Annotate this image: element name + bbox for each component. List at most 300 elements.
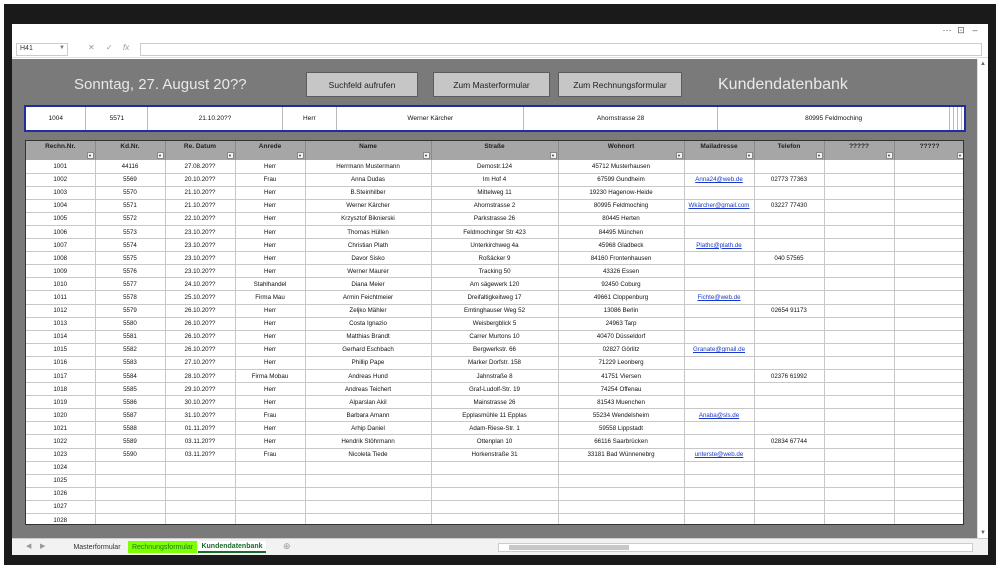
table-cell[interactable]: Costa Ignazio (305, 317, 431, 330)
table-cell[interactable] (824, 500, 894, 513)
table-cell[interactable]: 1021 (26, 422, 95, 435)
confirm-icon[interactable]: ✓ (106, 43, 113, 52)
mail-link-cell[interactable] (684, 225, 754, 238)
table-cell[interactable]: 5584 (95, 370, 165, 383)
table-cell[interactable]: 23.10.20?? (165, 239, 235, 252)
table-cell[interactable]: 1003 (26, 186, 95, 199)
table-cell[interactable] (235, 500, 305, 513)
table-cell[interactable] (558, 487, 684, 500)
table-cell[interactable]: Marker Dorfstr. 158 (431, 356, 558, 369)
table-cell[interactable] (754, 514, 824, 525)
mail-link-cell[interactable] (684, 461, 754, 474)
table-cell[interactable]: 5589 (95, 435, 165, 448)
table-cell[interactable]: 1022 (26, 435, 95, 448)
filter-dropdown-icon[interactable]: ▼ (551, 153, 555, 158)
table-cell[interactable]: 24963 Tarp (558, 317, 684, 330)
mail-link-cell[interactable]: Wkärcher@gmail.com (684, 199, 754, 212)
table-cell[interactable] (824, 199, 894, 212)
table-cell[interactable] (235, 474, 305, 487)
table-cell[interactable]: 02654 91173 (754, 304, 824, 317)
table-cell[interactable]: Unterkirchweg 4a (431, 239, 558, 252)
table-cell[interactable]: 1002 (26, 173, 95, 186)
table-cell[interactable] (824, 265, 894, 278)
tab-rechnungsformular[interactable]: Rechnungsformular (128, 541, 197, 553)
add-sheet-icon[interactable]: ⊕ (283, 541, 291, 551)
table-cell[interactable] (894, 186, 964, 199)
table-cell[interactable]: 5586 (95, 396, 165, 409)
table-cell[interactable]: 03.11.20?? (165, 435, 235, 448)
table-cell[interactable]: 040 57565 (754, 252, 824, 265)
table-cell[interactable] (754, 448, 824, 461)
table-cell[interactable]: Bergwerkstr. 66 (431, 343, 558, 356)
table-cell[interactable]: 1023 (26, 448, 95, 461)
table-cell[interactable] (754, 186, 824, 199)
table-cell[interactable]: 29.10.20?? (165, 383, 235, 396)
table-cell[interactable] (431, 487, 558, 500)
table-cell[interactable]: 5585 (95, 383, 165, 396)
table-cell[interactable] (894, 160, 964, 173)
cancel-icon[interactable]: ✕ (88, 43, 95, 52)
table-cell[interactable] (558, 474, 684, 487)
table-cell[interactable]: 01.11.20?? (165, 422, 235, 435)
table-cell[interactable]: 30.10.20?? (165, 396, 235, 409)
mail-link-cell[interactable] (684, 370, 754, 383)
table-cell[interactable] (894, 343, 964, 356)
table-cell[interactable]: 03.11.20?? (165, 448, 235, 461)
table-cell[interactable]: 5587 (95, 409, 165, 422)
table-cell[interactable]: Herr (235, 160, 305, 173)
table-cell[interactable] (305, 461, 431, 474)
table-cell[interactable]: 66116 Saarbrücken (558, 435, 684, 448)
table-cell[interactable]: 33181 Bad Wünnenebrg (558, 448, 684, 461)
table-cell[interactable]: 03227 77430 (754, 199, 824, 212)
table-cell[interactable] (95, 474, 165, 487)
table-cell[interactable]: Stahlhandel (235, 278, 305, 291)
more-options-icon[interactable]: ⋯ (942, 25, 952, 35)
table-cell[interactable] (894, 409, 964, 422)
table-cell[interactable]: 25.10.20?? (165, 291, 235, 304)
table-cell[interactable]: Herr (235, 304, 305, 317)
table-cell[interactable]: 5572 (95, 212, 165, 225)
table-cell[interactable] (235, 514, 305, 525)
search-cell[interactable]: Ahornstrasse 28 (524, 107, 718, 130)
table-cell[interactable]: 45712 Musterhausen (558, 160, 684, 173)
tab-prev-icon[interactable]: ◀ (26, 543, 32, 550)
table-cell[interactable]: Im Hof 4 (431, 173, 558, 186)
table-cell[interactable] (894, 396, 964, 409)
table-cell[interactable] (894, 278, 964, 291)
table-cell[interactable] (894, 474, 964, 487)
table-cell[interactable]: 1014 (26, 330, 95, 343)
table-cell[interactable]: Tracking 50 (431, 265, 558, 278)
minimize-icon[interactable]: – (972, 25, 978, 35)
table-cell[interactable]: Herr (235, 225, 305, 238)
mail-link-cell[interactable] (684, 422, 754, 435)
restore-icon[interactable]: ⊡ (957, 25, 965, 35)
tab-masterformular[interactable]: Masterformular (73, 543, 121, 551)
table-cell[interactable]: 5576 (95, 265, 165, 278)
mail-link-cell[interactable] (684, 278, 754, 291)
table-cell[interactable] (894, 500, 964, 513)
mail-link-cell[interactable] (684, 514, 754, 525)
table-cell[interactable] (754, 239, 824, 252)
table-cell[interactable]: Firma Mobau (235, 370, 305, 383)
table-cell[interactable] (894, 212, 964, 225)
table-cell[interactable]: 84495 München (558, 225, 684, 238)
table-cell[interactable]: 02827 Görlitz (558, 343, 684, 356)
table-cell[interactable]: Adam-Riese-Str. 1 (431, 422, 558, 435)
table-cell[interactable]: Herr (235, 422, 305, 435)
table-cell[interactable]: Barbara Amann (305, 409, 431, 422)
table-cell[interactable] (894, 514, 964, 525)
table-cell[interactable]: 5588 (95, 422, 165, 435)
table-cell[interactable]: Gerhard Eschbach (305, 343, 431, 356)
table-cell[interactable]: Frau (235, 409, 305, 422)
table-cell[interactable] (824, 487, 894, 500)
table-cell[interactable] (165, 461, 235, 474)
table-cell[interactable]: 20.10.20?? (165, 173, 235, 186)
table-cell[interactable] (754, 291, 824, 304)
table-cell[interactable] (824, 370, 894, 383)
mail-link-cell[interactable]: Fichte@web.de (684, 291, 754, 304)
table-cell[interactable] (824, 317, 894, 330)
table-cell[interactable]: Demostr.124 (431, 160, 558, 173)
table-cell[interactable] (894, 448, 964, 461)
table-cell[interactable]: Herr (235, 330, 305, 343)
table-cell[interactable]: Horkenstraße 31 (431, 448, 558, 461)
filter-dropdown-icon[interactable]: ▼ (424, 153, 428, 158)
table-cell[interactable] (558, 500, 684, 513)
table-cell[interactable]: 1018 (26, 383, 95, 396)
mail-link-cell[interactable]: unterste@web.de (684, 448, 754, 461)
table-cell[interactable]: 5570 (95, 186, 165, 199)
table-cell[interactable] (754, 474, 824, 487)
table-cell[interactable] (824, 186, 894, 199)
table-cell[interactable]: 40470 Düsseldorf (558, 330, 684, 343)
table-cell[interactable]: Weisbergblick 5 (431, 317, 558, 330)
table-cell[interactable]: 1016 (26, 356, 95, 369)
table-cell[interactable] (894, 487, 964, 500)
table-cell[interactable]: Firma Mau (235, 291, 305, 304)
table-cell[interactable]: Herr (235, 252, 305, 265)
table-cell[interactable] (824, 448, 894, 461)
table-cell[interactable]: Herr (235, 356, 305, 369)
table-cell[interactable]: 1008 (26, 252, 95, 265)
table-cell[interactable]: Ahornstrasse 2 (431, 199, 558, 212)
table-cell[interactable]: 5581 (95, 330, 165, 343)
table-cell[interactable]: Herr (235, 265, 305, 278)
table-cell[interactable]: 5590 (95, 448, 165, 461)
table-cell[interactable] (824, 383, 894, 396)
table-cell[interactable]: 67599 Gundheim (558, 173, 684, 186)
table-cell[interactable] (754, 317, 824, 330)
table-cell[interactable]: 1011 (26, 291, 95, 304)
table-cell[interactable]: 5574 (95, 239, 165, 252)
table-cell[interactable] (754, 422, 824, 435)
table-cell[interactable]: Matthias Brandt (305, 330, 431, 343)
table-cell[interactable]: 26.10.20?? (165, 304, 235, 317)
mail-link-cell[interactable] (684, 356, 754, 369)
table-cell[interactable]: 1026 (26, 487, 95, 500)
table-cell[interactable] (894, 199, 964, 212)
mail-link-cell[interactable] (684, 304, 754, 317)
mail-link-cell[interactable]: Anaba@sls.de (684, 409, 754, 422)
table-cell[interactable] (824, 409, 894, 422)
table-cell[interactable]: 21.10.20?? (165, 199, 235, 212)
table-cell[interactable]: Herrmann Mustermann (305, 160, 431, 173)
mail-link-cell[interactable]: Plathc@plath.de (684, 239, 754, 252)
table-cell[interactable]: 1028 (26, 514, 95, 525)
table-cell[interactable]: 5575 (95, 252, 165, 265)
table-cell[interactable] (754, 409, 824, 422)
mail-link-cell[interactable] (684, 212, 754, 225)
horizontal-scrollbar[interactable] (498, 543, 973, 552)
table-cell[interactable] (894, 422, 964, 435)
table-cell[interactable] (431, 461, 558, 474)
table-cell[interactable] (894, 461, 964, 474)
table-cell[interactable]: Herr (235, 199, 305, 212)
search-cell[interactable]: 5571 (86, 107, 148, 130)
table-cell[interactable]: 71229 Leonberg (558, 356, 684, 369)
table-cell[interactable] (754, 500, 824, 513)
filter-dropdown-icon[interactable]: ▼ (887, 153, 891, 158)
table-cell[interactable] (894, 330, 964, 343)
table-cell[interactable]: 1005 (26, 212, 95, 225)
formula-input[interactable] (140, 43, 982, 56)
table-cell[interactable]: 55234 Wendelsheim (558, 409, 684, 422)
table-cell[interactable]: 5583 (95, 356, 165, 369)
table-cell[interactable] (754, 356, 824, 369)
table-cell[interactable]: Davor Sisko (305, 252, 431, 265)
table-cell[interactable]: Alparslan Akil (305, 396, 431, 409)
table-cell[interactable]: Nicoleta Tiede (305, 448, 431, 461)
function-icon[interactable]: fx (123, 43, 130, 52)
table-cell[interactable]: 81543 Muenchen (558, 396, 684, 409)
table-cell[interactable]: 92450 Coburg (558, 278, 684, 291)
table-cell[interactable] (824, 461, 894, 474)
table-cell[interactable]: 80995 Feldmoching (558, 199, 684, 212)
search-cell[interactable]: Werner Kärcher (337, 107, 524, 130)
table-cell[interactable]: 1006 (26, 225, 95, 238)
table-cell[interactable]: 1010 (26, 278, 95, 291)
table-cell[interactable] (894, 239, 964, 252)
search-cell[interactable] (962, 107, 964, 130)
table-cell[interactable]: 23.10.20?? (165, 265, 235, 278)
mail-link-cell[interactable]: Granate@gmail.de (684, 343, 754, 356)
table-cell[interactable] (431, 474, 558, 487)
table-cell[interactable]: 23.10.20?? (165, 252, 235, 265)
table-cell[interactable]: 45968 Gladbeck (558, 239, 684, 252)
table-cell[interactable]: 21.10.20?? (165, 186, 235, 199)
table-cell[interactable]: Diana Meier (305, 278, 431, 291)
table-cell[interactable] (824, 435, 894, 448)
table-cell[interactable]: 1024 (26, 461, 95, 474)
table-cell[interactable] (824, 173, 894, 186)
table-cell[interactable]: Herr (235, 239, 305, 252)
table-cell[interactable] (824, 252, 894, 265)
table-cell[interactable]: 1020 (26, 409, 95, 422)
table-cell[interactable] (824, 225, 894, 238)
table-cell[interactable]: 1015 (26, 343, 95, 356)
table-cell[interactable]: 1001 (26, 160, 95, 173)
table-cell[interactable]: 28.10.20?? (165, 370, 235, 383)
table-cell[interactable]: Zeljko Mähler (305, 304, 431, 317)
table-cell[interactable]: 1009 (26, 265, 95, 278)
invoice-form-button[interactable]: Zum Rechnungsformular (558, 72, 682, 97)
table-cell[interactable]: 27.08.20?? (165, 160, 235, 173)
table-cell[interactable]: Armin Feichtmeier (305, 291, 431, 304)
table-cell[interactable]: Feldmochinger Str 423 (431, 225, 558, 238)
table-cell[interactable]: 1012 (26, 304, 95, 317)
table-cell[interactable] (235, 461, 305, 474)
table-cell[interactable] (754, 383, 824, 396)
filter-dropdown-icon[interactable]: ▼ (677, 153, 681, 158)
table-cell[interactable]: Herr (235, 212, 305, 225)
open-search-button[interactable]: Suchfeld aufrufen (306, 72, 418, 97)
table-cell[interactable] (894, 370, 964, 383)
vertical-scrollbar[interactable] (977, 59, 988, 538)
table-cell[interactable] (824, 278, 894, 291)
name-box[interactable] (16, 43, 68, 56)
filter-dropdown-icon[interactable]: ▼ (228, 153, 232, 158)
table-cell[interactable]: 5577 (95, 278, 165, 291)
table-cell[interactable]: Roßäcker 9 (431, 252, 558, 265)
table-cell[interactable]: Parkstrasse 26 (431, 212, 558, 225)
table-cell[interactable]: Werner Maurer (305, 265, 431, 278)
table-cell[interactable]: Dreifaltigkeitweg 17 (431, 291, 558, 304)
table-cell[interactable]: 26.10.20?? (165, 343, 235, 356)
table-cell[interactable]: 44116 (95, 160, 165, 173)
table-cell[interactable]: 1013 (26, 317, 95, 330)
table-cell[interactable]: 26.10.20?? (165, 317, 235, 330)
table-cell[interactable]: 1027 (26, 500, 95, 513)
filter-dropdown-icon[interactable]: ▼ (747, 153, 751, 158)
table-cell[interactable]: 5582 (95, 343, 165, 356)
table-cell[interactable]: 31.10.20?? (165, 409, 235, 422)
table-cell[interactable] (431, 500, 558, 513)
table-cell[interactable] (235, 487, 305, 500)
table-cell[interactable]: B.Steinhilber (305, 186, 431, 199)
table-cell[interactable] (824, 330, 894, 343)
search-cell[interactable]: 80995 Feldmoching (717, 107, 950, 130)
table-cell[interactable]: Andreas Hund (305, 370, 431, 383)
table-cell[interactable]: 26.10.20?? (165, 330, 235, 343)
filter-dropdown-icon[interactable]: ▼ (298, 153, 302, 158)
table-cell[interactable] (558, 461, 684, 474)
table-cell[interactable]: Herr (235, 317, 305, 330)
scroll-down-icon[interactable]: ▼ (980, 530, 986, 536)
table-cell[interactable]: 5569 (95, 173, 165, 186)
table-cell[interactable] (165, 487, 235, 500)
table-cell[interactable]: Thomas Hüllen (305, 225, 431, 238)
table-cell[interactable] (754, 278, 824, 291)
table-cell[interactable]: Carrer Murtons 10 (431, 330, 558, 343)
table-cell[interactable] (824, 356, 894, 369)
table-cell[interactable]: Am sägewerk 120 (431, 278, 558, 291)
table-cell[interactable] (165, 500, 235, 513)
mail-link-cell[interactable] (684, 487, 754, 500)
table-cell[interactable]: 74254 Offenau (558, 383, 684, 396)
search-cell[interactable]: Herr (282, 107, 337, 130)
table-cell[interactable]: 24.10.20?? (165, 278, 235, 291)
table-cell[interactable] (824, 514, 894, 525)
table-cell[interactable] (431, 514, 558, 525)
mail-link-cell[interactable] (684, 435, 754, 448)
table-cell[interactable] (824, 422, 894, 435)
table-cell[interactable]: Herr (235, 396, 305, 409)
table-cell[interactable]: 5571 (95, 199, 165, 212)
table-cell[interactable]: Frau (235, 173, 305, 186)
filter-dropdown-icon[interactable]: ▼ (88, 153, 92, 158)
mail-link-cell[interactable] (684, 160, 754, 173)
table-cell[interactable] (894, 252, 964, 265)
table-cell[interactable]: Phillip Pape (305, 356, 431, 369)
table-cell[interactable]: Herr (235, 186, 305, 199)
table-cell[interactable] (824, 343, 894, 356)
table-cell[interactable] (305, 474, 431, 487)
mail-link-cell[interactable] (684, 330, 754, 343)
table-cell[interactable]: 13086 Berlin (558, 304, 684, 317)
table-cell[interactable]: 59558 Lippstadt (558, 422, 684, 435)
table-cell[interactable] (754, 330, 824, 343)
filter-dropdown-icon[interactable]: ▼ (158, 153, 162, 158)
table-cell[interactable]: 19230 Hagenow-Heide (558, 186, 684, 199)
table-cell[interactable]: Krzysztof Biknierski (305, 212, 431, 225)
mail-link-cell[interactable] (684, 500, 754, 513)
table-cell[interactable]: 02773 77363 (754, 173, 824, 186)
table-cell[interactable] (754, 487, 824, 500)
table-cell[interactable] (754, 160, 824, 173)
table-cell[interactable]: 1025 (26, 474, 95, 487)
search-cell[interactable]: 21.10.20?? (148, 107, 282, 130)
table-cell[interactable] (305, 500, 431, 513)
table-cell[interactable]: 5573 (95, 225, 165, 238)
table-cell[interactable]: 5578 (95, 291, 165, 304)
table-cell[interactable] (754, 212, 824, 225)
table-cell[interactable]: 43326 Essen (558, 265, 684, 278)
table-cell[interactable] (824, 396, 894, 409)
table-cell[interactable] (894, 265, 964, 278)
table-cell[interactable] (95, 500, 165, 513)
table-cell[interactable]: Mainstrasse 26 (431, 396, 558, 409)
table-cell[interactable] (754, 265, 824, 278)
table-cell[interactable] (894, 225, 964, 238)
table-cell[interactable] (894, 435, 964, 448)
mail-link-cell[interactable] (684, 474, 754, 487)
table-cell[interactable] (824, 239, 894, 252)
table-cell[interactable] (824, 212, 894, 225)
master-form-button[interactable]: Zum Masterformular (433, 72, 550, 97)
table-cell[interactable]: 1019 (26, 396, 95, 409)
filter-dropdown-icon[interactable]: ▼ (958, 153, 962, 158)
table-cell[interactable] (165, 514, 235, 525)
table-cell[interactable] (894, 173, 964, 186)
tab-next-icon[interactable]: ▶ (40, 543, 46, 550)
table-cell[interactable]: Mittelweg 11 (431, 186, 558, 199)
table-cell[interactable]: 80445 Herten (558, 212, 684, 225)
table-cell[interactable]: Christian Plath (305, 239, 431, 252)
table-cell[interactable]: 1017 (26, 370, 95, 383)
mail-link-cell[interactable] (684, 383, 754, 396)
table-cell[interactable]: Arhip Daniel (305, 422, 431, 435)
table-cell[interactable] (305, 487, 431, 500)
table-cell[interactable]: 22.10.20?? (165, 212, 235, 225)
table-cell[interactable]: Herr (235, 343, 305, 356)
table-cell[interactable]: 1004 (26, 199, 95, 212)
mail-link-cell[interactable] (684, 317, 754, 330)
table-cell[interactable]: Epplasmühle 11 Epplas (431, 409, 558, 422)
mail-link-cell[interactable] (684, 252, 754, 265)
